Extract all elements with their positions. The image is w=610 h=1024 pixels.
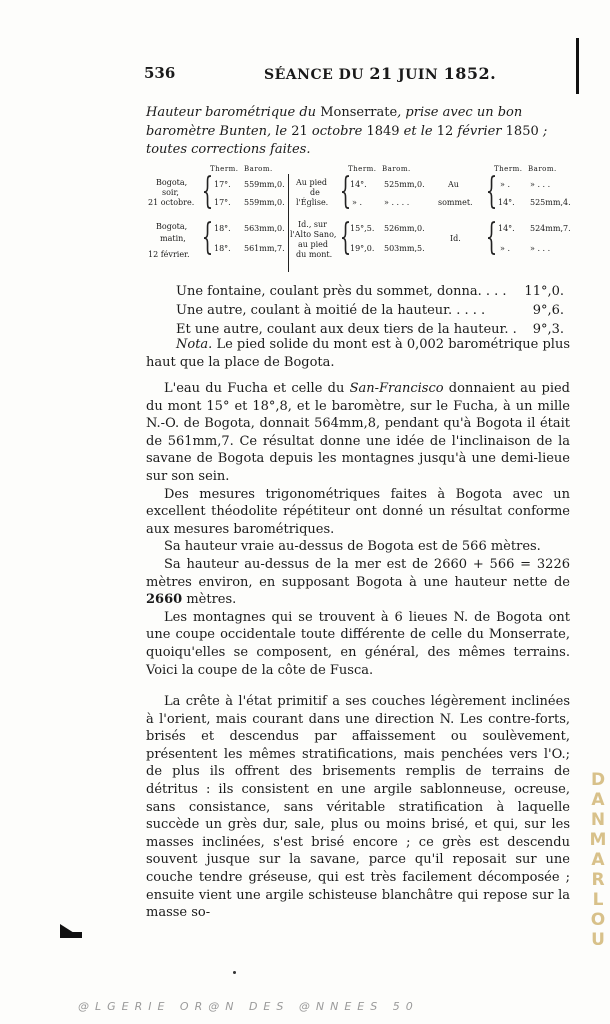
barometric-table [148,164,572,276]
left-brace: { [485,171,498,212]
col-header-therm: Therm. [348,165,377,173]
location-label: soir, [162,188,179,197]
col-header-barom: Barom. [244,165,273,173]
col-header-therm: Therm. [494,165,523,173]
therm-value: 15°,5. [350,224,375,233]
bottom-watermark: @LGERIE OR@N DES @NNEES 50 [78,1000,419,1013]
paragraph: L'eau du Fucha et celle du San-Francisco donnaient au pied du mont 15° et 18°,8, et le baromètre, sur le Fucha, à un mille N.-O. de Bogota, donnait 564mm,8, pendant qu'à Bogota il était de 561mm,7. Ce résultat donne une idée de l'inclinaison de la savane de Bogota depuis les montagnes jusqu'à une demi-lieue sur son sein. [146,381,570,484]
col-header-therm: Therm. [210,165,239,173]
left-brace: { [201,217,214,258]
left-brace: { [201,171,214,212]
running-head: SÉANCE DU 21 JUIN 1852. [264,64,497,83]
location-label: 21 octobre. [148,198,195,207]
barom-value: 524mm,7. [530,224,571,233]
therm-value: 14°. [498,198,515,207]
paragraph: Sa hauteur au-dessus de la mer est de 2660 + 566 = 3226 mètres environ, en supposant Bogota à une hauteur nette de 2660 mètres. [146,556,570,608]
table-caption: Hauteur barométrique du Monserrate, prise avec un bon baromètre Bunten, le 21 octobre 1849 et le 12 février 1850 ; toutes corrections faites. [146,105,548,157]
barom-value: » . . . . [384,198,410,207]
barom-value: 559mm,0. [244,180,285,189]
location-label: Bogota, [156,222,188,231]
therm-value: 18°. [214,244,231,253]
page-number: 536 [144,64,176,82]
side-watermark: DANMARLOU [589,770,607,950]
paragraph: Les montagnes qui se trouvent à 6 lieues N. de Bogota ont une coupe occidentale toute différente de celle du Monserrate, quoiqu'elles se composent, en général, des mêmes terrains. Voici la coupe de la côte de Fusca. [146,609,570,678]
paragraph: Sa hauteur vraie au-dessus de Bogota est de 566 mètres. [164,539,541,555]
therm-value: 14°. [350,180,367,189]
station-label: Au [448,180,459,189]
location-label: 12 février. [148,250,190,259]
therm-value: » . [500,244,510,253]
therm-value: » . [500,180,510,189]
barom-value: 503mm,5. [384,244,425,253]
location-label: Bogota, [156,178,188,187]
column-rule [288,174,289,272]
list-item: Et une autre, coulant aux deux tiers de la hauteur. . 9°,3. [176,322,564,337]
list-item: Une fontaine, coulant près du sommet, donna. . . . 11°,0. [176,284,564,299]
left-brace: { [339,217,352,258]
col-header-barom: Barom. [382,165,411,173]
barom-value: » . . . [530,180,551,189]
barom-value: » . . . [530,244,551,253]
barom-value: 563mm,0. [244,224,285,233]
margin-rule [576,38,579,94]
station-label: Au pied [296,178,328,187]
therm-value: 19°,0. [350,244,375,253]
paragraph: La crête à l'état primitif a ses couches légèrement inclinées à l'orient, mais courant dans une direction N. Les contre-forts, brisés et descendus par affaissement ou soulèvement, présentent les mêmes stratifications, mais penchées vers l'O.; de plus ils offrent des brisements remplis de terrains de détritus : ils consistent en une argile sablonneuse, ocreuse, sans consistance, sans véritable stratification à laquelle succède un grès dur, sale, plus ou moins brisé, et qui, sur les masses inclinées, s'est brisé encore ; ce grès est descendu souvent jusque sur la savane, parce qu'il reposait sur une couche tendre gréseuse, qui est très facilement décomposée ; ensuite vient une argile schisteuse blanchâtre qui repose sur la masse so- [146,694,570,921]
barom-value: 561mm,7. [244,244,285,253]
therm-value: 18°. [214,224,231,233]
therm-value: 17°. [214,180,231,189]
body-text [146,380,570,922]
running-header [140,64,570,86]
station-label: du mont. [296,250,333,259]
left-brace: { [339,171,352,212]
barom-value: 559mm,0. [244,198,285,207]
col-header-barom: Barom. [528,165,557,173]
paragraph: Des mesures trigonométriques faites à Bogota avec un excellent théodolite répétiteur ont donné un résultat conforme aux mesures barométriques. [146,486,570,537]
station-label: l'Alto Sano, [290,230,337,239]
ink-dot [233,971,236,974]
barom-value: 525mm,0. [384,180,425,189]
therm-value: 14°. [498,224,515,233]
page-mark [60,932,82,938]
station-label: sommet. [438,198,473,207]
list-item: Une autre, coulant à moitié de la hauteur. . . . . 9°,6. [176,303,564,318]
barom-value: 526mm,0. [384,224,425,233]
location-label: matin, [160,234,186,243]
spring-temperatures [176,282,576,339]
station-label: de [310,188,320,197]
left-brace: { [485,217,498,258]
station-label: Id. [450,234,461,243]
therm-value: » . [352,198,362,207]
station-label: au pied [298,240,328,249]
barom-value: 525mm,4. [530,198,571,207]
nota-paragraph: Nota. Le pied solide du mont est à 0,002 barométrique plus haut que la place de Bogota. [146,337,570,370]
therm-value: 17°. [214,198,231,207]
station-label: Id., sur [298,220,327,229]
station-label: l'Église. [296,198,329,207]
